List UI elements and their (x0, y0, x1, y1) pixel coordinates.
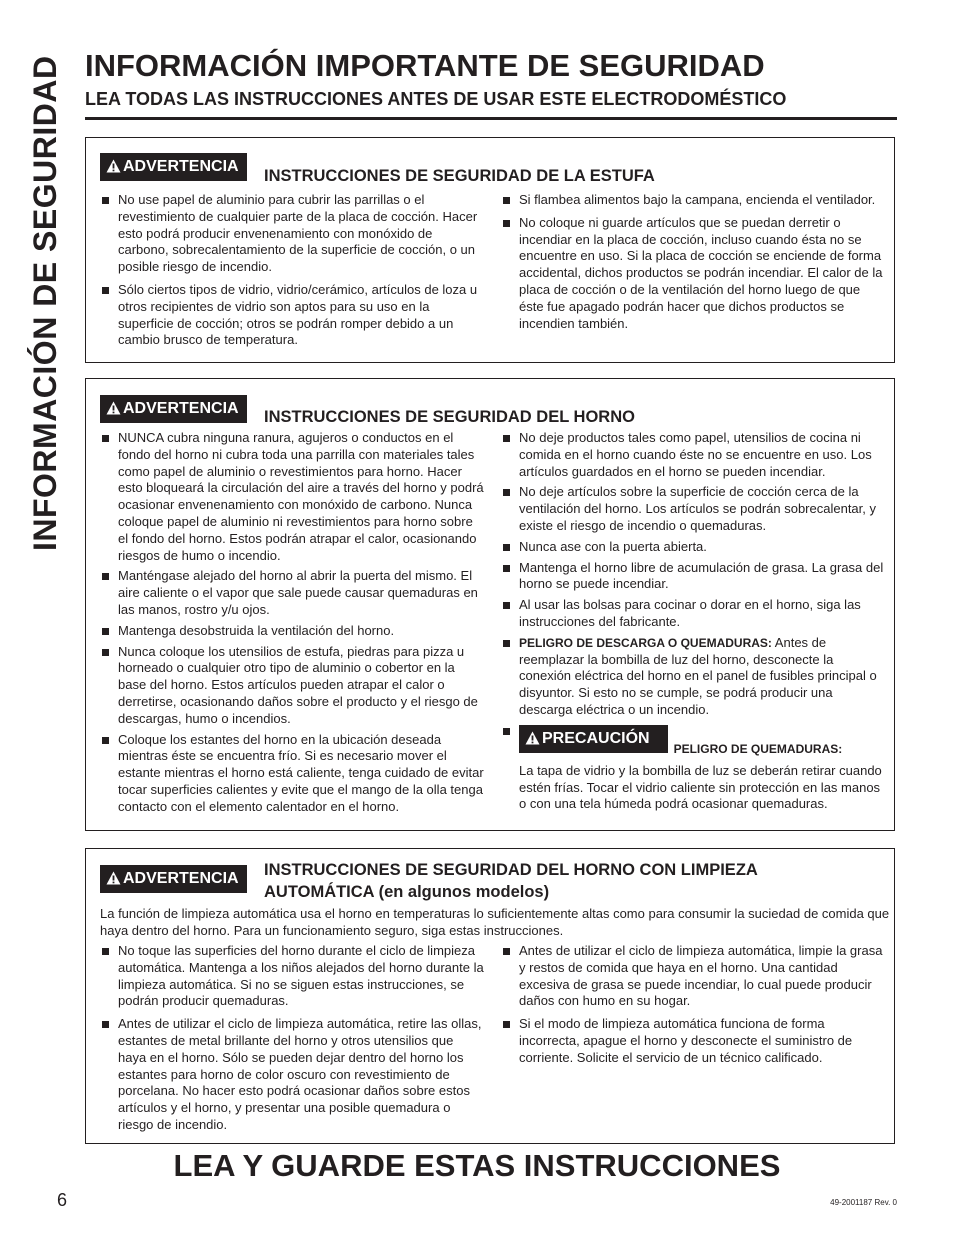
list-item-shock-hazard (501, 635, 886, 719)
warning-badge (100, 395, 247, 423)
list-item: No coloque ni guarde artículos que se puedan derretir o incendiar en la placa de cocción, incluso cuando ésta no se encuentre en uso. Si la placa de cocción se enciende de forma accidental, dichos productos se podrán incendiar. El calor de la placa de cocción o de la ventilación del horno luego de que éste fue apagado podrán hacer que dichos productos se incendien también. (501, 215, 886, 333)
warning-badge (100, 153, 247, 181)
page-number: 6 (57, 1190, 68, 1210)
list-item: Nunca ase con la puerta abierta. (501, 539, 886, 556)
list-item: Antes de utilizar el ciclo de limpieza automática, retire las ollas, estantes de metal brillante del horno y otros utensilios que haya en el horno. Sólo se pueden dejar dentro del horno los estantes para horno de color oscuro con revestimiento de porcelana. No hacer esto podrá ocasionar daños sobre estos artículos y el horno, y presentar una posible quemadura o riesgo de incendio. (100, 1016, 485, 1134)
stove-section-title: INSTRUCCIONES DE SEGURIDAD DE LA ESTUFA (264, 167, 655, 185)
burn-hazard-label: PELIGRO DE QUEMADURAS: (673, 741, 843, 756)
page-subtitle: LEA TODAS LAS INSTRUCCIONES ANTES DE USAR ESTE ELECTRODOMÉSTICO (85, 89, 787, 109)
caution-badge-label: PRECAUCIÓN (542, 729, 650, 747)
list-item: Mantenga el horno libre de acumulación de grasa. La grasa del horno se puede incendiar. (501, 560, 886, 594)
self-clean-right-list (501, 943, 886, 1073)
warning-triangle-icon (106, 401, 121, 415)
oven-left-list (100, 430, 485, 820)
list-item: Si el modo de limpieza automática funciona de forma incorrecta, apague el horno y desconecte el suministro de corriente. Solicite el servicio de un técnico calificado. (501, 1016, 886, 1066)
stove-right-list (501, 192, 886, 338)
list-item: Si flambea alimentos bajo la campana, encienda el ventilador. (501, 192, 886, 209)
self-clean-section-title (264, 859, 884, 903)
warning-triangle-icon (525, 731, 540, 745)
page-title: INFORMACIÓN IMPORTANTE DE SEGURIDAD (85, 48, 765, 83)
stove-safety-box (85, 137, 895, 363)
warning-triangle-icon (106, 159, 121, 173)
title-divider (85, 117, 897, 120)
oven-right-list (501, 430, 886, 817)
list-item: Coloque los estantes del horno en la ubicación deseada mientras éste se encuentra frío. Si es necesario mover el estante mientras el horno está caliente, tenga cuidado de evitar tocar superficies calientes y evite que el mango de la olla tenga contacto con el elemento calentador en el horno. (100, 732, 485, 816)
shock-hazard-text: Antes de reemplazar la bombilla de luz del horno, desconecte la conexión eléctrica del horno en el panel de fusibles principal o disyuntor. Si esto no se cumple, se podrá producir una descarga eléctrica o un incendio. (519, 634, 877, 717)
oven-safety-box (85, 378, 895, 831)
list-item: No deje artículos sobre la superficie de cocción cerca de la ventilación del horno. Los artículos se podrán sobrecalentar, y existe el riesgo de incendio o quemaduras. (501, 484, 886, 534)
self-clean-title-line2: AUTOMÁTICA (264, 883, 374, 901)
self-clean-title-line1: INSTRUCCIONES DE SEGURIDAD DEL HORNO CON LIMPIEZA (264, 861, 758, 879)
shock-hazard-label: PELIGRO DE DESCARGA O QUEMADURAS: (519, 635, 772, 650)
warning-badge-label: ADVERTENCIA (123, 870, 239, 887)
list-item: Manténgase alejado del horno al abrir la puerta del mismo. El aire caliente o el vapor que sale puede causar quemaduras en las manos, rostro y/u ojos. (100, 568, 485, 618)
list-item-burn-hazard (501, 723, 886, 813)
list-item: No toque las superficies del horno durante el ciclo de limpieza automática. Mantenga a los niños alejados del horno durante la limpieza automática. Si no se siguen estas instrucciones, se podrán producir quemaduras. (100, 943, 485, 1010)
list-item: No deje productos tales como papel, utensilios de cocina ni comida en el horno cuando éste no se encuentre en uso. Los artículos guardados en el horno se pueden incendiar. (501, 430, 886, 480)
list-item: Sólo ciertos tipos de vidrio, vidrio/cerámico, artículos de loza u otros recipientes de vidrio son aptos para su uso en la superficie de cocción; otros se podrán romper debido a un cambio brusco de temperatura. (100, 282, 485, 349)
list-item: Mantenga desobstruida la ventilación del horno. (100, 623, 485, 640)
warning-badge-label: ADVERTENCIA (123, 400, 239, 417)
oven-section-title: INSTRUCCIONES DE SEGURIDAD DEL HORNO (264, 408, 635, 426)
list-item: Nunca coloque los utensilios de estufa, piedras para pizza u horneado o cualquier otro tipo de aluminio o cobertor en la base del horno. Estos artículos pueden atrapar el calor o derretirse, ocasionando daños sobre el producto y el riesgo de descargas, humo o incendios. (100, 644, 485, 728)
burn-hazard-text: La tapa de vidrio y la bombilla de luz se deberán retirar cuando estén frías. Tocar el vidrio caliente sin protección en las manos o con una tela húmeda podrá ocasionar quemaduras. (519, 762, 882, 812)
warning-triangle-icon (106, 871, 121, 885)
list-item: Al usar las bolsas para cocinar o dorar en el horno, siga las instrucciones del fabricante. (501, 597, 886, 631)
document-code: 49-2001187 Rev. 0 (830, 1198, 897, 1207)
footer-title: LEA Y GUARDE ESTAS INSTRUCCIONES (173, 1148, 781, 1183)
stove-left-list (100, 192, 485, 355)
self-clean-left-list (100, 943, 485, 1140)
list-item: No use papel de aluminio para cubrir las parrillas o el revestimiento de cualquier parte de la placa de cocción. Hacer esto podrá producir envenenamiento con monóxido de carbono, sobrecalentamiento de la superficie de cocción, o un posible riesgo de incendio. (100, 192, 485, 276)
side-section-title: INFORMACIÓN DE SEGURIDAD (27, 55, 63, 551)
self-clean-title-suffix: (en algunos modelos) (374, 883, 550, 901)
list-item: Antes de utilizar el ciclo de limpieza automática, limpie la grasa y restos de comida que haya en el horno. Una cantidad excesiva de grasa se puede incendiar, lo cual puede producir daños con humo en su hogar. (501, 943, 886, 1010)
list-item: NUNCA cubra ninguna ranura, agujeros o conductos en el fondo del horno ni cubra toda una parrilla con materiales tales como papel de aluminio o revestimientos para horno. Hacer esto bloqueará la circulación del aire a través del horno y podrá ocasionar envenenamiento con monóxido de carbono. Nunca coloque papel de aluminio ni revestimientos para horno sobre el fondo del horno. Estos podrán atrapar el calor, ocasionando riesgos de humo o incendio. (100, 430, 485, 564)
self-clean-intro: La función de limpieza automática usa el horno en temperaturas lo suficientemente altas como para consumir la suciedad de comida que haya dentro del horno. Para un funcionamiento seguro, siga estas instrucciones. (100, 906, 890, 938)
caution-badge (519, 725, 668, 753)
warning-badge-label: ADVERTENCIA (123, 158, 239, 175)
warning-badge (100, 865, 247, 893)
self-clean-safety-box (85, 848, 895, 1144)
